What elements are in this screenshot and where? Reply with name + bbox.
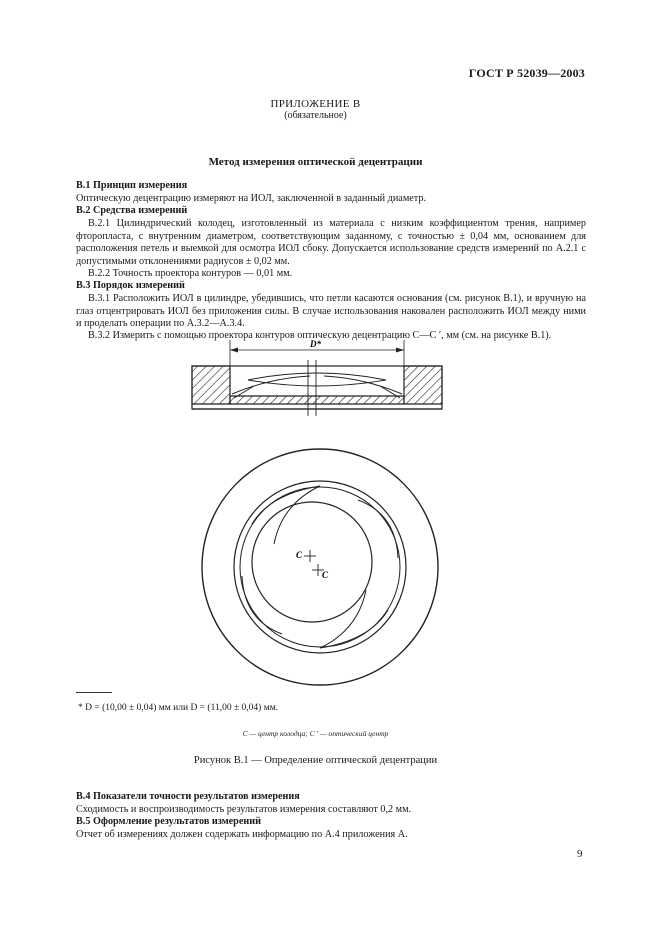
figure-footnote: * D = (10,00 ± 0,04) мм или D = (11,00 ± 0,04) мм. (78, 703, 279, 713)
section-b1-heading: В.1 Принцип измерения (76, 180, 188, 191)
section-b32-text: В.3.2 Измерить с помощью проектора контуров оптическую децентрацию C—C ′, мм (см. на рисунке В.1). (88, 330, 552, 341)
section-b4-heading: В.4 Показатели точности результатов измерения (76, 791, 300, 802)
section-b1-text: Оптическую децентрацию измеряют на ИОЛ, заключенной в заданный диаметр. (76, 193, 427, 204)
center-label-c: C (296, 550, 303, 560)
footnote-rule (76, 692, 112, 693)
section-b3-heading: В.3 Порядок измерений (76, 280, 185, 291)
section-b21-text: В.2.1 Цилиндрический колодец, изготовленный из материала с низким коэффициентом трения, например фторопласта, с внутренним диаметром, соответствующим заданному, с точностью ± 0,04 мм, основанием для расположения петель и выемкой для осмотра ИОЛ сбоку. Допускается использование средств измерений по А.2.1 с допустимыми отклонениями радиусов ± 0,02 мм. (76, 218, 586, 267)
lens-cross-section (232, 360, 402, 416)
section-b5-heading: В.5 Оформление результатов измерений (76, 816, 261, 827)
section-b5-text: Отчет об измерениях должен содержать информацию по А.4 приложения А. (76, 829, 408, 840)
section-b2-heading: В.2 Средства измерений (76, 205, 188, 216)
diameter-label: D* (310, 339, 321, 349)
well-cross-section (192, 366, 442, 409)
figure-caption: Рисунок В.1 — Определение оптической децентрации (193, 755, 438, 766)
method-title: Метод измерения оптической децентрации (208, 156, 423, 168)
figure-b1-drawing (170, 334, 470, 700)
section-b4-text: Сходимость и воспроизводимость результатов измерения составляют 0,2 мм. (76, 804, 412, 815)
figure-legend: C — центр колодца; C ′ — оптический центр (242, 729, 389, 738)
annex-status: (обязательное) (284, 110, 347, 121)
section-b31-text: В.3.1 Расположить ИОЛ в цилиндре, убедившись, что петли касаются основания (см. рисунок В.1), и вручную на глаз отцентрировать ИОЛ без приложения силы. В случае использования наковален расположить ИОЛ между ними и проделать операции по А.3.2—А.3.4. (76, 293, 586, 330)
annex-title: ПРИЛОЖЕНИЕ В (270, 98, 361, 110)
center-label-c-prime: C (322, 570, 329, 580)
well-top-view (202, 449, 438, 685)
document-code: ГОСТ Р 52039—2003 (468, 66, 585, 80)
section-b22-text: В.2.2 Точность проектора контуров — 0,01 мм. (88, 268, 293, 279)
page-number: 9 (577, 848, 583, 860)
